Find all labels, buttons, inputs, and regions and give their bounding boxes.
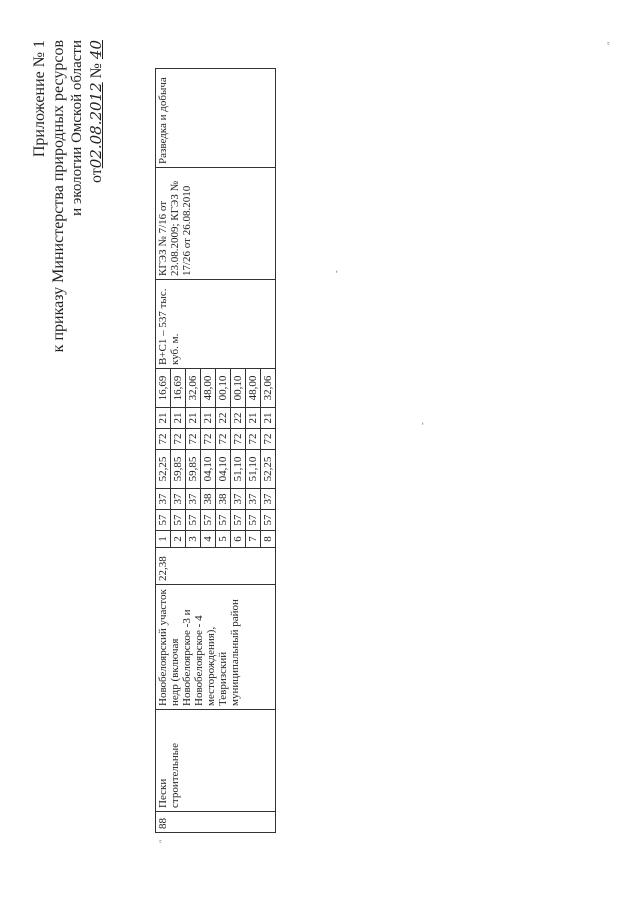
number-prefix: №	[88, 63, 105, 79]
longitude-degrees: 72	[171, 429, 186, 450]
mineral-type: Пески строительные	[156, 710, 276, 812]
latitude-degrees: 57	[261, 510, 276, 531]
point-number: 7	[246, 531, 261, 548]
point-number: 3	[186, 531, 201, 548]
latitude-minutes: 37	[261, 489, 276, 510]
longitude-minutes: 21	[261, 408, 276, 429]
latitude-seconds: 52,25	[156, 450, 171, 489]
latitude-degrees: 57	[246, 510, 261, 531]
order-date-line	[87, 40, 106, 460]
longitude-degrees: 72	[216, 429, 231, 450]
latitude-minutes: 38	[216, 489, 231, 510]
longitude-degrees: 72	[186, 429, 201, 450]
longitude-degrees: 72	[156, 429, 171, 450]
appendix-title: Приложение № 1	[31, 40, 48, 158]
longitude-seconds: 16,69	[156, 369, 171, 408]
latitude-degrees: 57	[216, 510, 231, 531]
latitude-seconds: 59,85	[171, 450, 186, 489]
scan-mark: "	[158, 839, 167, 843]
protocol: КГЭЗ № 7/16 от 23.08.2009; КГЭЗ № 17/26 от 26.08.2010	[156, 168, 276, 280]
longitude-seconds: 16,69	[171, 369, 186, 408]
scan-mark: -	[418, 422, 427, 425]
order-reference: к приказу Министерства природных ресурсов	[50, 40, 67, 353]
latitude-minutes: 37	[246, 489, 261, 510]
site-name: Новобелоярский участок недр (включая Новобелоярское -3 и Новобелоярское - 4 месторождения), Тевризский муниципальный район	[156, 585, 276, 710]
reserves: B+C1 – 537 тыс. куб. м.	[156, 280, 276, 369]
longitude-minutes: 22	[216, 408, 231, 429]
longitude-degrees: 72	[261, 429, 276, 450]
latitude-seconds: 04,10	[216, 450, 231, 489]
scan-mark: -	[332, 270, 341, 273]
latitude-degrees: 57	[156, 510, 171, 531]
longitude-minutes: 21	[246, 408, 261, 429]
longitude-minutes: 21	[156, 408, 171, 429]
latitude-minutes: 37	[171, 489, 186, 510]
table-row	[156, 69, 171, 833]
latitude-degrees: 57	[171, 510, 186, 531]
longitude-seconds: 00,10	[231, 369, 246, 408]
longitude-minutes: 21	[171, 408, 186, 429]
site-area: 22,38	[156, 548, 276, 585]
date-prefix: от	[88, 168, 105, 184]
deposit-number: 88	[156, 812, 276, 833]
order-number: 40	[87, 40, 105, 60]
latitude-minutes: 37	[186, 489, 201, 510]
latitude-degrees: 57	[186, 510, 201, 531]
latitude-minutes: 37	[231, 489, 246, 510]
point-number: 2	[171, 531, 186, 548]
point-number: 8	[261, 531, 276, 548]
scan-mark: "	[606, 41, 615, 45]
order-date: 02.08.2012	[87, 82, 105, 169]
longitude-minutes: 21	[201, 408, 216, 429]
longitude-degrees: 72	[246, 429, 261, 450]
latitude-seconds: 52,25	[261, 450, 276, 489]
latitude-minutes: 38	[201, 489, 216, 510]
longitude-minutes: 22	[231, 408, 246, 429]
longitude-seconds: 48,00	[201, 369, 216, 408]
latitude-degrees: 57	[201, 510, 216, 531]
latitude-seconds: 51,10	[231, 450, 246, 489]
latitude-seconds: 51,10	[246, 450, 261, 489]
appendix-header	[30, 40, 106, 460]
register-body	[156, 69, 276, 833]
subsoil-register-table	[155, 68, 276, 833]
ministry-region: и экологии Омской области	[69, 40, 85, 216]
longitude-minutes: 21	[186, 408, 201, 429]
use-type: Разведка и добыча	[156, 69, 276, 168]
longitude-degrees: 72	[231, 429, 246, 450]
longitude-seconds: 32,06	[261, 369, 276, 408]
longitude-seconds: 48,00	[246, 369, 261, 408]
point-number: 4	[201, 531, 216, 548]
latitude-seconds: 04,10	[201, 450, 216, 489]
point-number: 6	[231, 531, 246, 548]
longitude-seconds: 32,06	[186, 369, 201, 408]
latitude-minutes: 37	[156, 489, 171, 510]
latitude-seconds: 59,85	[186, 450, 201, 489]
point-number: 5	[216, 531, 231, 548]
point-number: 1	[156, 531, 171, 548]
latitude-degrees: 57	[231, 510, 246, 531]
longitude-seconds: 00,10	[216, 369, 231, 408]
longitude-degrees: 72	[201, 429, 216, 450]
